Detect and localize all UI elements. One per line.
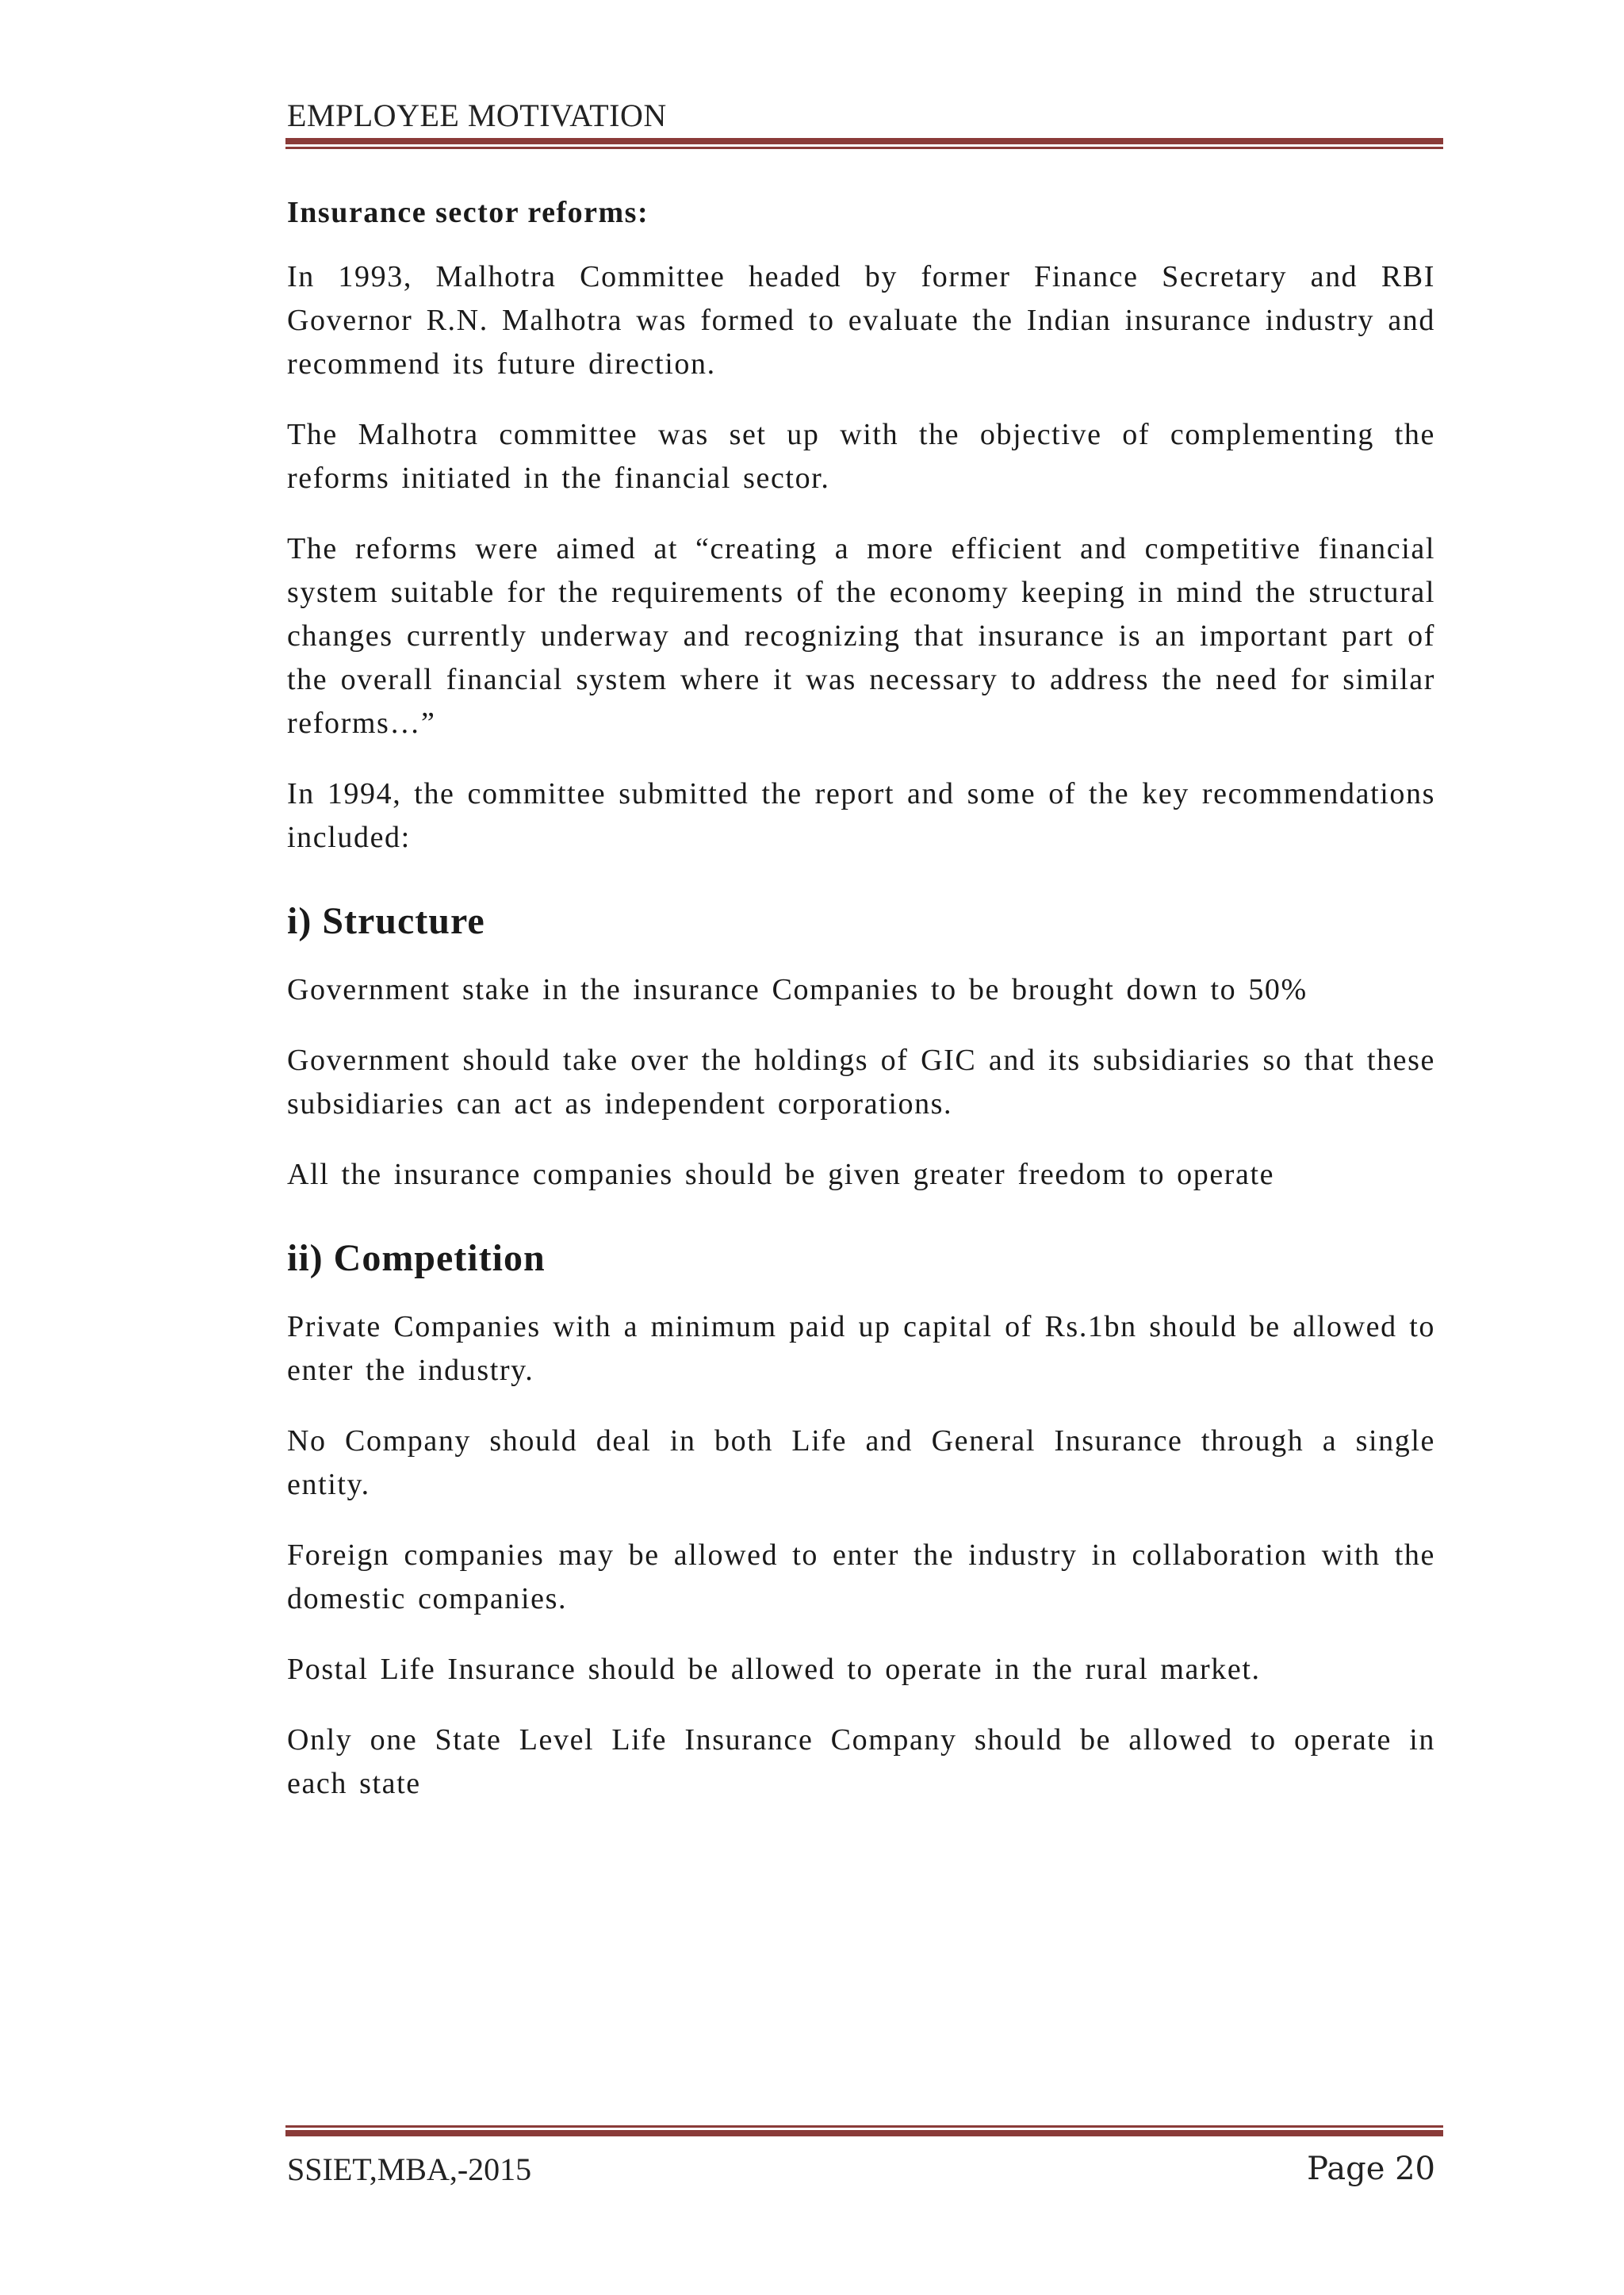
intro-paragraph-3: The reforms were aimed at “creating a more efficient and competitive financial system suitable for the requirements of the economy keeping in mind the structural changes currently underway and recognizing that insurance is an important part of the overall financial system where it was necessary to address the need for similar reforms…” [287,532,1435,740]
page-footer [287,2151,1435,2188]
competition-paragraph-4: Postal Life Insurance should be allowed to operate in the rural market. [287,1653,1261,1686]
competition-paragraph-1: Private Companies with a minimum paid up capital of Rs.1bn should be allowed to enter the industry. [287,1310,1435,1387]
structure-paragraph-2: Government should take over the holdings of GIC and its subsidiaries so that these subsidiaries can act as independent corporations. [287,1044,1435,1121]
intro-paragraph-4: In 1994, the committee submitted the report and some of the key recommendations included: [287,777,1435,854]
section-label: Insurance sector reforms: [287,196,649,229]
structure-paragraph-3: All the insurance companies should be given greater freedom to operate [287,1158,1275,1191]
footer-rule [285,2125,1443,2136]
page-header-title: EMPLOYEE MOTIVATION [287,98,667,133]
structure-heading: i) Structure [287,900,485,942]
intro-paragraph-2: The Malhotra committee was set up with the objective of complementing the reforms initiated in the financial sector. [287,418,1435,495]
intro-paragraph-1: In 1993, Malhotra Committee headed by former Finance Secretary and RBI Governor R.N. Malhotra was formed to evaluate the Indian insurance industry and recommend its future direction. [287,260,1435,381]
competition-heading: ii) Competition [287,1237,546,1279]
structure-paragraph-1: Government stake in the insurance Companies to be brought down to 50% [287,973,1308,1006]
page-number: Page 20 [1307,2151,1435,2187]
competition-paragraph-5: Only one State Level Life Insurance Company should be allowed to operate in each state [287,1723,1435,1800]
competition-paragraph-2: No Company should deal in both Life and General Insurance through a single entity. [287,1424,1435,1501]
footer-institution: SSIET,MBA,-2015 [287,2151,532,2187]
page-content [287,195,1435,1833]
competition-paragraph-3: Foreign companies may be allowed to enter the industry in collaboration with the domestic companies. [287,1538,1435,1615]
header-rule [285,138,1443,149]
